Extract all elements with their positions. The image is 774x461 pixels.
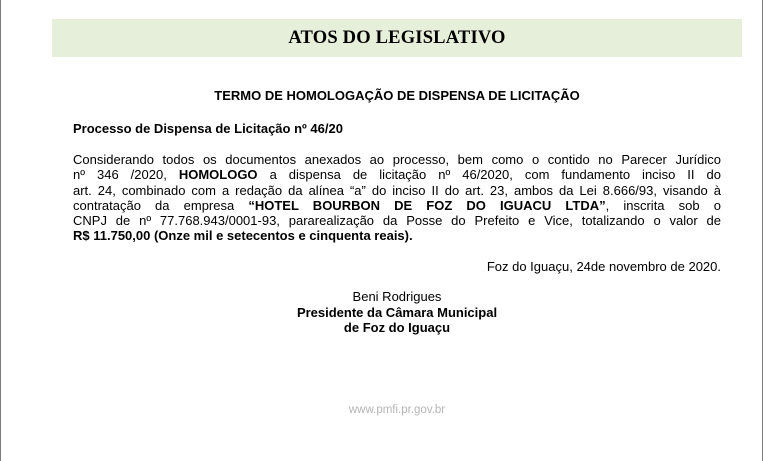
body-line-6 bbox=[73, 228, 721, 243]
body-text-segment: contratação da empresa bbox=[73, 197, 235, 213]
footer-url: www.pmfi.pr.gov.br bbox=[348, 404, 446, 416]
section-title: ATOS DO LEGISLATIVO bbox=[288, 27, 506, 48]
body-text-segment: , inscrita sob o bbox=[605, 197, 721, 213]
document-body bbox=[73, 152, 721, 244]
signature-block bbox=[73, 289, 721, 336]
company-name: “HOTEL BOURBON DE FOZ DO IGUACU LTDA” bbox=[248, 197, 606, 213]
body-line-2 bbox=[73, 167, 721, 182]
body-text-segment: a dispensa de licitação nº 46/2020, com fundamento inciso II do bbox=[269, 167, 721, 183]
body-text-segment: nº 346 /2020, bbox=[73, 167, 167, 183]
total-value: R$ 11.750,00 (Onze mil e setecentos e cinquenta reais). bbox=[73, 228, 413, 244]
date-line: Foz do Iguaçu, 24de novembro de 2020. bbox=[486, 259, 721, 274]
process-number: Processo de Dispensa de Licitação nº 46/20 bbox=[73, 121, 343, 136]
homologo-keyword: HOMOLOGO bbox=[178, 167, 258, 183]
section-header bbox=[52, 19, 742, 57]
signer-name: Beni Rodrigues bbox=[352, 289, 442, 304]
signer-role: Presidente da Câmara Municipal bbox=[296, 304, 498, 320]
signer-organization: de Foz do Iguaçu bbox=[343, 320, 451, 335]
body-line-1: Considerando todos os documentos anexados ao processo, bem como o contido no Parecer Jurídico bbox=[73, 152, 721, 167]
body-line-3: art. 24, combinado com a redação da alínea “a” do inciso II do art. 23, ambos da Lei 8.666/93, visando à bbox=[73, 182, 721, 198]
body-line-5: CNPJ de nº 77.768.943/0001-93, pararealização da Posse do Prefeito e Vice, totalizando o valor de bbox=[73, 213, 721, 229]
document-title: TERMO DE HOMOLOGAÇÃO DE DISPENSA DE LICITAÇÃO bbox=[214, 88, 580, 103]
body-line-4 bbox=[73, 198, 721, 213]
page-border-right bbox=[762, 0, 763, 461]
page-border-left bbox=[0, 0, 1, 461]
